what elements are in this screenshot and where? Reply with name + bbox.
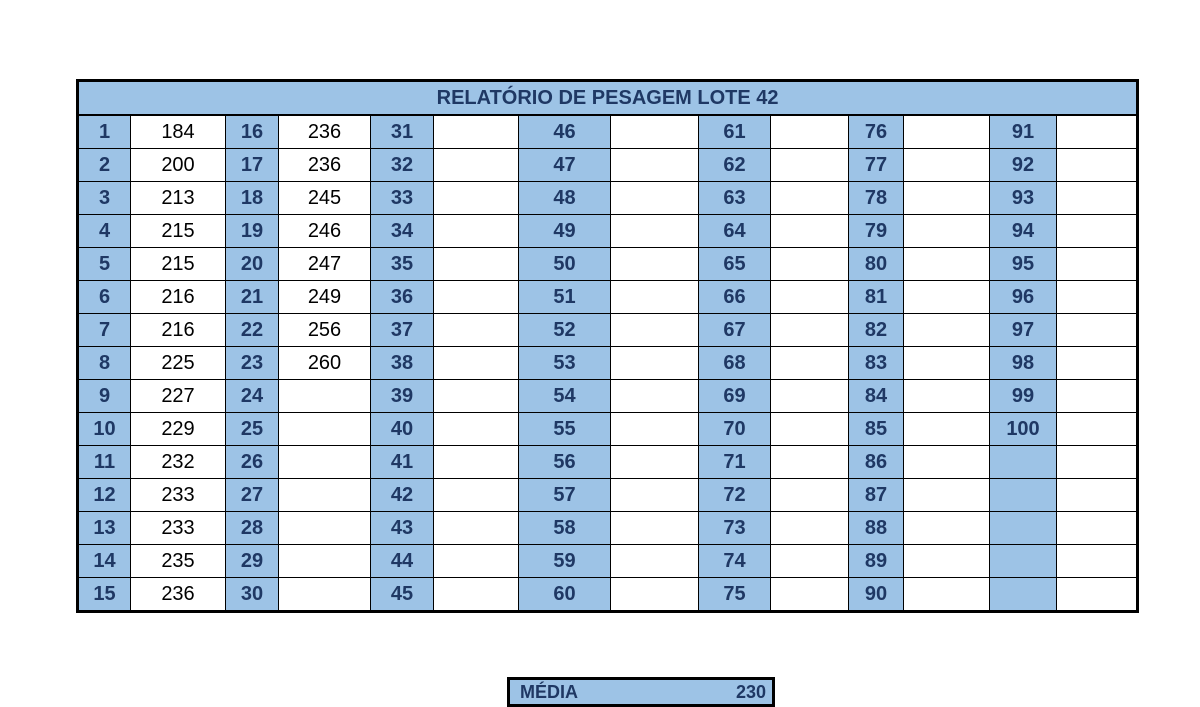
weight-value-cell: 236: [279, 115, 371, 149]
lot-number-cell: 68: [699, 347, 771, 380]
weight-value-cell: [1057, 446, 1138, 479]
lot-number-cell: 90: [849, 578, 904, 612]
weight-value-cell: [434, 413, 519, 446]
lot-number-cell: 73: [699, 512, 771, 545]
weight-value-cell: [904, 380, 990, 413]
lot-number-cell: 59: [519, 545, 611, 578]
weight-value-cell: [279, 446, 371, 479]
weight-value-cell: 215: [131, 248, 226, 281]
lot-number-cell: 95: [990, 248, 1057, 281]
weight-value-cell: [1057, 578, 1138, 612]
table-row: [78, 413, 1138, 446]
lot-number-cell: 82: [849, 314, 904, 347]
weight-value-cell: 232: [131, 446, 226, 479]
weight-value-cell: [904, 446, 990, 479]
lot-number-cell: 98: [990, 347, 1057, 380]
weight-value-cell: 246: [279, 215, 371, 248]
lot-number-cell: [990, 578, 1057, 612]
lot-number-cell: 1: [78, 115, 131, 149]
table-row: [78, 545, 1138, 578]
weight-value-cell: 235: [131, 545, 226, 578]
lot-number-cell: 7: [78, 314, 131, 347]
lot-number-cell: 23: [226, 347, 279, 380]
weight-value-cell: [904, 248, 990, 281]
lot-number-cell: [990, 512, 1057, 545]
lot-number-cell: 71: [699, 446, 771, 479]
lot-number-cell: 11: [78, 446, 131, 479]
lot-number-cell: 9: [78, 380, 131, 413]
weight-value-cell: [611, 182, 699, 215]
lot-number-cell: 83: [849, 347, 904, 380]
table-row: [78, 182, 1138, 215]
weight-value-cell: [771, 182, 849, 215]
table-row: [78, 314, 1138, 347]
lot-number-cell: 17: [226, 149, 279, 182]
weight-value-cell: [434, 578, 519, 612]
weight-value-cell: [904, 314, 990, 347]
weight-value-cell: 247: [279, 248, 371, 281]
weight-value-cell: [434, 380, 519, 413]
lot-number-cell: 28: [226, 512, 279, 545]
weight-value-cell: [611, 281, 699, 314]
lot-number-cell: 4: [78, 215, 131, 248]
weight-value-cell: [434, 182, 519, 215]
lot-number-cell: 65: [699, 248, 771, 281]
weight-value-cell: 249: [279, 281, 371, 314]
lot-number-cell: 55: [519, 413, 611, 446]
lot-number-cell: 79: [849, 215, 904, 248]
report-title: RELATÓRIO DE PESAGEM LOTE 42: [78, 81, 1138, 116]
lot-number-cell: 19: [226, 215, 279, 248]
lot-number-cell: 34: [371, 215, 434, 248]
lot-number-cell: 61: [699, 115, 771, 149]
weight-value-cell: [904, 413, 990, 446]
lot-number-cell: 67: [699, 314, 771, 347]
lot-number-cell: 47: [519, 149, 611, 182]
weight-value-cell: [434, 446, 519, 479]
lot-number-cell: 14: [78, 545, 131, 578]
table-row: [78, 446, 1138, 479]
lot-number-cell: 16: [226, 115, 279, 149]
lot-number-cell: 35: [371, 248, 434, 281]
lot-number-cell: 63: [699, 182, 771, 215]
weight-value-cell: [434, 479, 519, 512]
weight-value-cell: [434, 248, 519, 281]
weight-value-cell: [434, 215, 519, 248]
table-row: [78, 578, 1138, 612]
lot-number-cell: 74: [699, 545, 771, 578]
lot-number-cell: [990, 545, 1057, 578]
lot-number-cell: 53: [519, 347, 611, 380]
lot-number-cell: 8: [78, 347, 131, 380]
lot-number-cell: 12: [78, 479, 131, 512]
table-row: [78, 347, 1138, 380]
lot-number-cell: 50: [519, 248, 611, 281]
lot-number-cell: 15: [78, 578, 131, 612]
lot-number-cell: 56: [519, 446, 611, 479]
lot-number-cell: 99: [990, 380, 1057, 413]
lot-number-cell: 81: [849, 281, 904, 314]
weight-value-cell: 216: [131, 281, 226, 314]
weight-value-cell: [611, 545, 699, 578]
weight-value-cell: [904, 347, 990, 380]
weight-value-cell: [279, 512, 371, 545]
weight-value-cell: [611, 115, 699, 149]
weight-value-cell: [1057, 545, 1138, 578]
weight-value-cell: 260: [279, 347, 371, 380]
lot-number-cell: 89: [849, 545, 904, 578]
lot-number-cell: 84: [849, 380, 904, 413]
lot-number-cell: 21: [226, 281, 279, 314]
lot-number-cell: [990, 479, 1057, 512]
lot-number-cell: 33: [371, 182, 434, 215]
weight-value-cell: 227: [131, 380, 226, 413]
weight-value-cell: [771, 545, 849, 578]
weight-value-cell: [434, 314, 519, 347]
weight-value-cell: 213: [131, 182, 226, 215]
weight-value-cell: [279, 545, 371, 578]
weight-value-cell: [771, 380, 849, 413]
lot-number-cell: 46: [519, 115, 611, 149]
lot-number-cell: 36: [371, 281, 434, 314]
weight-value-cell: [1057, 512, 1138, 545]
weight-value-cell: [904, 545, 990, 578]
lot-number-cell: 48: [519, 182, 611, 215]
weight-value-cell: [771, 479, 849, 512]
lot-number-cell: 87: [849, 479, 904, 512]
lot-number-cell: 37: [371, 314, 434, 347]
table-row: [78, 479, 1138, 512]
weight-value-cell: [771, 512, 849, 545]
lot-number-cell: 92: [990, 149, 1057, 182]
weight-value-cell: [771, 149, 849, 182]
weight-value-cell: [611, 314, 699, 347]
lot-number-cell: 40: [371, 413, 434, 446]
lot-number-cell: 51: [519, 281, 611, 314]
weight-value-cell: [434, 281, 519, 314]
lot-number-cell: 58: [519, 512, 611, 545]
weight-value-cell: 233: [131, 479, 226, 512]
lot-number-cell: 77: [849, 149, 904, 182]
lot-number-cell: 66: [699, 281, 771, 314]
weight-value-cell: 184: [131, 115, 226, 149]
weight-value-cell: [611, 446, 699, 479]
lot-number-cell: 62: [699, 149, 771, 182]
weight-value-cell: [771, 281, 849, 314]
weight-value-cell: [279, 413, 371, 446]
weight-value-cell: [279, 479, 371, 512]
lot-number-cell: 97: [990, 314, 1057, 347]
weight-value-cell: 215: [131, 215, 226, 248]
lot-number-cell: 30: [226, 578, 279, 612]
lot-number-cell: 64: [699, 215, 771, 248]
lot-number-cell: 18: [226, 182, 279, 215]
lot-number-cell: 10: [78, 413, 131, 446]
weight-value-cell: [434, 347, 519, 380]
lot-number-cell: 42: [371, 479, 434, 512]
table-row: [78, 215, 1138, 248]
lot-number-cell: 25: [226, 413, 279, 446]
lot-number-cell: 3: [78, 182, 131, 215]
table-row: [78, 115, 1138, 149]
weight-value-cell: 229: [131, 413, 226, 446]
weight-value-cell: [904, 281, 990, 314]
lot-number-cell: 80: [849, 248, 904, 281]
lot-number-cell: 75: [699, 578, 771, 612]
lot-number-cell: 41: [371, 446, 434, 479]
lot-number-cell: 54: [519, 380, 611, 413]
weight-value-cell: [771, 215, 849, 248]
weight-value-cell: [611, 149, 699, 182]
weight-value-cell: [434, 149, 519, 182]
lot-number-cell: 22: [226, 314, 279, 347]
weight-value-cell: 225: [131, 347, 226, 380]
weight-value-cell: 216: [131, 314, 226, 347]
lot-number-cell: 91: [990, 115, 1057, 149]
lot-number-cell: 45: [371, 578, 434, 612]
lot-number-cell: 100: [990, 413, 1057, 446]
weight-value-cell: [1057, 314, 1138, 347]
weight-value-cell: [904, 115, 990, 149]
lot-number-cell: 57: [519, 479, 611, 512]
lot-number-cell: 5: [78, 248, 131, 281]
weight-value-cell: [434, 115, 519, 149]
weight-value-cell: [1057, 248, 1138, 281]
weight-value-cell: [904, 215, 990, 248]
weight-value-cell: 256: [279, 314, 371, 347]
weight-value-cell: [1057, 380, 1138, 413]
weight-value-cell: [611, 380, 699, 413]
lot-number-cell: 70: [699, 413, 771, 446]
lot-number-cell: 44: [371, 545, 434, 578]
weight-value-cell: [1057, 115, 1138, 149]
weight-value-cell: [611, 479, 699, 512]
lot-number-cell: 26: [226, 446, 279, 479]
weight-value-cell: [771, 314, 849, 347]
weight-value-cell: 200: [131, 149, 226, 182]
weight-value-cell: [279, 380, 371, 413]
lot-number-cell: 69: [699, 380, 771, 413]
weight-value-cell: [1057, 413, 1138, 446]
weighing-report-table: [76, 79, 1139, 613]
weight-value-cell: [611, 413, 699, 446]
lot-number-cell: 96: [990, 281, 1057, 314]
weight-value-cell: [611, 248, 699, 281]
weighing-report-sheet: [76, 79, 1138, 702]
lot-number-cell: 38: [371, 347, 434, 380]
lot-number-cell: 32: [371, 149, 434, 182]
table-row: [78, 149, 1138, 182]
lot-number-cell: 52: [519, 314, 611, 347]
weight-value-cell: 236: [131, 578, 226, 612]
weight-value-cell: [1057, 215, 1138, 248]
lot-number-cell: 49: [519, 215, 611, 248]
weight-value-cell: [771, 248, 849, 281]
average-value: 230: [735, 681, 766, 702]
weight-value-cell: [1057, 281, 1138, 314]
weight-value-cell: [611, 578, 699, 612]
table-row: [78, 380, 1138, 413]
weight-value-cell: [904, 512, 990, 545]
weight-value-cell: [771, 578, 849, 612]
weight-value-cell: [904, 479, 990, 512]
weight-value-cell: [611, 215, 699, 248]
lot-number-cell: 85: [849, 413, 904, 446]
lot-number-cell: 43: [371, 512, 434, 545]
weight-value-cell: [771, 115, 849, 149]
weight-value-cell: [611, 512, 699, 545]
lot-number-cell: 2: [78, 149, 131, 182]
weight-value-cell: [1057, 182, 1138, 215]
weight-value-cell: [1057, 347, 1138, 380]
lot-number-cell: [990, 446, 1057, 479]
weight-value-cell: [1057, 479, 1138, 512]
weight-value-cell: [771, 347, 849, 380]
table-row: [78, 248, 1138, 281]
lot-number-cell: 27: [226, 479, 279, 512]
lot-number-cell: 94: [990, 215, 1057, 248]
lot-number-cell: 88: [849, 512, 904, 545]
average-box: [507, 677, 775, 707]
table-row: [78, 281, 1138, 314]
weight-value-cell: 245: [279, 182, 371, 215]
average-label: MÉDIA: [520, 681, 578, 702]
lot-number-cell: 29: [226, 545, 279, 578]
lot-number-cell: 72: [699, 479, 771, 512]
weight-value-cell: [434, 512, 519, 545]
weight-value-cell: [611, 347, 699, 380]
lot-number-cell: 78: [849, 182, 904, 215]
weight-value-cell: [771, 446, 849, 479]
weight-value-cell: [771, 413, 849, 446]
weight-value-cell: [1057, 149, 1138, 182]
weight-value-cell: 236: [279, 149, 371, 182]
lot-number-cell: 24: [226, 380, 279, 413]
lot-number-cell: 93: [990, 182, 1057, 215]
weight-value-cell: [904, 149, 990, 182]
weight-value-cell: [904, 578, 990, 612]
lot-number-cell: 20: [226, 248, 279, 281]
lot-number-cell: 6: [78, 281, 131, 314]
weight-value-cell: [279, 578, 371, 612]
table-row: [78, 512, 1138, 545]
weight-value-cell: 233: [131, 512, 226, 545]
lot-number-cell: 60: [519, 578, 611, 612]
lot-number-cell: 31: [371, 115, 434, 149]
lot-number-cell: 76: [849, 115, 904, 149]
lot-number-cell: 13: [78, 512, 131, 545]
weight-value-cell: [904, 182, 990, 215]
weight-value-cell: [434, 545, 519, 578]
lot-number-cell: 39: [371, 380, 434, 413]
lot-number-cell: 86: [849, 446, 904, 479]
